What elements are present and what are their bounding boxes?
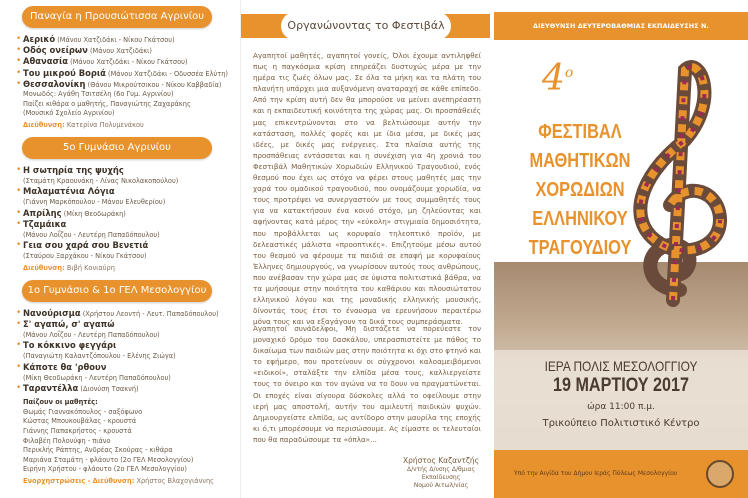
note: Μονωδός: Αγάθη Τσιτσέλη (6ο Γυμ. Αγρινίου) [23, 90, 174, 99]
song-item [16, 340, 230, 361]
organizer-band: ΔΙΕΥΘΥΝΣΗ ΔΕΥΤΕΡΟΒΑΘΜΙΑΣ ΕΚΠΑΙΔΕΥΣΗΣ Ν. ΑΙΤΩΛΟΑΚΑΡΝΑΝΙΑΣ [494, 12, 748, 40]
signature [391, 455, 491, 490]
song-item [16, 308, 230, 319]
song-item [16, 56, 230, 67]
director: Ενορχηστρώσεις - Διεύθυνση: Χρήστος Βλαχογιάννης [23, 477, 214, 485]
festival-title: ΦΕΣΤΙΒΑΛ ΜΑΘΗΤΙΚΩΝ ΧΟΡΩΔΙΩΝ ΕΛΛΗΝΙΚΟΥ ΤΡΑΓΟΥΔΙΟΥ [528, 121, 632, 259]
middle-panel [240, 0, 490, 498]
song-credits: (Μάνου Λοΐζου - Λευτέρη Παπαδόπουλου) [23, 331, 160, 340]
player: Θωμάς Γιαννακόπουλος - σαξόφωνο [23, 407, 143, 416]
song-title: Θεσσαλονίκη [23, 78, 86, 89]
event-info [494, 350, 748, 450]
school-header: 5ο Γυμνάσιο Αγρινίου [22, 137, 212, 159]
song-title: Το κόκκινο φεγγάρι [23, 340, 117, 351]
player: Φιλαβέη Πολονύφη - πιάνο [23, 436, 111, 445]
patronage-text: Υπό την Αιγίδα του Δήμου Ιεράς Πόλεως Μεσολογγίου [514, 470, 678, 477]
song-item [16, 208, 230, 219]
player: Γιάννης Παπακρήστος - κρουστά [23, 427, 132, 436]
signature-name: Χρήστος Καζαντζής [402, 456, 480, 465]
song-credits: (Μάνου Χατζιδάκι) [89, 47, 152, 56]
player: Κώστας Μπουκουβάλας - κρουστά [23, 417, 137, 426]
director: Διεύθυνση: Βιβή Κονιαύρη [23, 263, 115, 272]
song-item [16, 186, 230, 207]
song-title: Απρίλης [23, 207, 62, 218]
treble-clef-illustration [625, 60, 735, 310]
footer-band [494, 450, 748, 498]
song-credits: (Μάνου Λοΐζου - Λευτέρη Παπαδόπουλου) [23, 231, 160, 240]
song-title: Αερικό [23, 34, 56, 44]
song-title: Ταραντέλλα [23, 383, 79, 394]
song-credits: (Σταύρου Ξαρχάκου - Νίκου Γκάτσου) [23, 252, 147, 261]
event-place: ΙΕΡΑ ΠΟΛΙΣ ΜΕΣΟΛΟΓΓΙΟΥ [544, 358, 698, 374]
song-item [16, 45, 230, 56]
song-item [16, 219, 230, 240]
song-item [16, 383, 230, 394]
song-title: Γεια σου χαρά σου Βενετιά [23, 240, 149, 251]
song-title: Κάποτε θα 'ρθουν [23, 361, 107, 372]
director: Διεύθυνση: Κατερίνα Πολυμενάκου [23, 120, 144, 129]
song-credits: (Μάνου Χατζιδάκι - Οδυσσέα Ελύτη) [108, 69, 228, 78]
player: Περικλής Ράπτης, Ανδρέας Σκούρας - κιθάρα [23, 446, 173, 455]
song-credits: (Διονύση Τσακνή) [80, 385, 139, 394]
letter-paragraph-2: Αγαπητοί συνάδελφοι, Μη διστάζετε να πορεύεστε τον μοναχικό δρόμο του δασκάλου, υπερασπιστείτε με πάθος το δικαίωμα των παιδιών μας στην ποιότητα κι όχι στο φτηνό και το εφήμερο, που προτείνουν οι σύγχρονοι καλοαμειβόμενοι «ειδικοί», σταλάξτε την ελπίδα μέσα τους, καλλιεργείστε τους το όνειρο και τον αγώνα να το δουν να πραγματώνεται. Οι εποχές είναι σίγουρα δύσκολες αλλά το οφείλουμε στην ιερή μας αποστολή, αυτήν του αμιλευτή παιδικών ψυχών. Δημιουργείστε ελπίδα, ως αντίδoρο στην μαυρίλα της εποχής κι ό,τι μπορέσουμε να περισώσουμε. Ας είμαστε οι τελευταίοι που θα παραδώσουμε τα «όπλα»... [253, 324, 481, 444]
song-title: Μαλαματένια Λόγια [23, 186, 115, 197]
edition-number: $4^o$ [542, 58, 574, 99]
song-list [16, 165, 230, 262]
event-venue: Τρικούπειο Πολιτιστικό Κέντρο [542, 418, 700, 429]
song-title: Η σωτηρία της ψυχής [23, 164, 124, 175]
school-header: Παναγία η Προυσιώτισσα Αγρινίου [22, 6, 212, 28]
school-header: 1ο Γυμνάσιο & 1ο ΓΕΛ Μεσολογγίου [22, 280, 212, 302]
song-item [16, 362, 230, 383]
song-credits: (Παναγιώτη Καλαντζόπουλου - Ελένης Ζιώγα) [23, 352, 176, 361]
players-title: Παίζουν οι μαθητές: [23, 398, 98, 407]
song-item [16, 79, 230, 90]
cover-panel [490, 0, 748, 498]
song-item [16, 34, 230, 45]
song-item [16, 165, 230, 186]
song-item [16, 240, 230, 261]
municipality-seal-icon [706, 460, 734, 488]
player: Ειρήνη Χρήστου - φλάουτο (2ο ΓΕΛ Μεσολογγίου) [23, 465, 187, 474]
song-credits: (Σταμάτη Κραουνάκη - Λίνας Νικολακοπούλου) [23, 177, 179, 185]
song-credits: (Μάνου Χατζιδάκι - Νίκου Γκάτσου) [70, 58, 188, 67]
song-credits: (Χρήστου Λεοντή - Λευτ. Παπαδόπουλου) [82, 309, 219, 318]
song-title: Νανούρισμα [23, 307, 81, 318]
player: Μαριάνα Σταμάτη - φλάουτο (2ο ΓΕΛ Μεσολογγίου) [23, 455, 194, 464]
left-panel [0, 0, 240, 498]
song-credits: (Γιάννη Μαρκόπουλου - Μάνου Ελευθερίου) [23, 198, 166, 207]
song-list [16, 308, 230, 395]
song-credits: (Μίκη Θεοδωράκη) [63, 209, 126, 218]
song-item [16, 68, 230, 79]
song-title: Του μικρού Βοριά [23, 67, 106, 78]
section-title: Οργανώνοντας το Φεστιβάλ [281, 12, 451, 40]
event-date: 19 ΜΑΡΤΙΟΥ 2017 [553, 375, 689, 396]
note: (Μουσικό Σχολείο Αγρινίου) [23, 109, 115, 118]
song-title: Αθανασία [23, 56, 68, 67]
song-title: Σ' αγαπώ, σ' αγαπώ [23, 318, 115, 329]
event-time: ώρα 11:00 π.μ. [587, 402, 655, 412]
signature-region: Νομού Αιτωλ/νίας [413, 482, 469, 489]
song-credits: (Μίκη Θεοδωράκη - Λευτέρη Παπαδόπουλου) [23, 373, 171, 382]
song-item [16, 319, 230, 340]
note: Παίζει κιθάρα ο μαθητής, Παναγιώτης Ζαχαράκης [23, 99, 191, 108]
song-title: Οδός ονείρων [23, 45, 88, 56]
song-list [16, 34, 230, 90]
song-credits: (Μάνου Χατζιδάκι - Νίκου Γκάτσου) [57, 36, 175, 44]
section-header [241, 14, 491, 38]
signature-role: Δ/ντής Δ/νσης Δ/θμιας Εκπαίδευσης [407, 466, 475, 481]
song-credits: (Θάνου Μικρούτσικου - Νίκου Καββαδία) [87, 80, 222, 89]
letter-paragraph-1: Αγαπητοί μαθητές, αγαπητοί γονείς, Όλοι έχουμε αντιληφθεί πως η παγκόσμια κρίση επηρεάζει δυστυχώς μέρα με την ημέρα τις ζωές όλων μας. Σε όλα τα μήκη και τα πλάτη του πλανήτη υπάρχει μια αυξανόμενη αναταραχή σε κάθε επίπεδο. Από την κρίση αυτή δεν θα μπορούσε να μείνει ανεπηρέαστη και η εκπαιδευτική κοινότητα της χώρας μας. Οι προσπάθειές μας επικεντρώνονται στο να βελτιώσουμε αυτήν την κατάσταση, πολλές φορές και με ίδια μέσα, με δικές μας ιδέες, με δικές μας ενέργειες. Στα πλαίσια αυτής της προσπάθειας εντάσσεται και η συνέχιση για 4η χρονιά του Φεστιβάλ Μαθητικών Χορωδιών Ελληνικού Τραγουδιού, ενός θεσμού που έχει ως στόχο να φέρει στους μαθητές μας την χαρά του ομαδικού τραγουδιού, που ονομάζουμε χορωδία, να τους προτρέψει να συνεργαστούν με τους συμμαθητές τους για να κατακτήσουν ένα κοινό στόχο, μη ζηλεύοντας και αφήνοντας κατά μέρος την «εύκολη» στιγμιαία δημοσιότητα, που προβάλλεται ως κορυφαίο τηλεοπτικό προϊόν, με δελεαστικές μάλιστα «προοπτικές». Επιζητούμε μέσω αυτού του θεσμού να φέρουμε τα παιδιά σε επαφή με κορυφαίους Έλληνες δημιουργούς, να γνωρίσουν αυτούς τους ανθρώπους, που ανέβασαν την χώρα μας σε ύψιστα πολιτιστικά βάθρα, να τα μυήσουμε στην ποιότητα του καθάριου και πλουσιώτατου ελληνικού λόγου και της μοναδικής ελληνικής μουσικής, δίνοντάς τους έτσι το έναυσμα να ερευνήσουν περαιτέρω μόνα τους και να εξαγάγουν τα δικά τους συμπεράσματα. [253, 51, 481, 327]
song-title: Τζαμάικα [23, 218, 67, 229]
